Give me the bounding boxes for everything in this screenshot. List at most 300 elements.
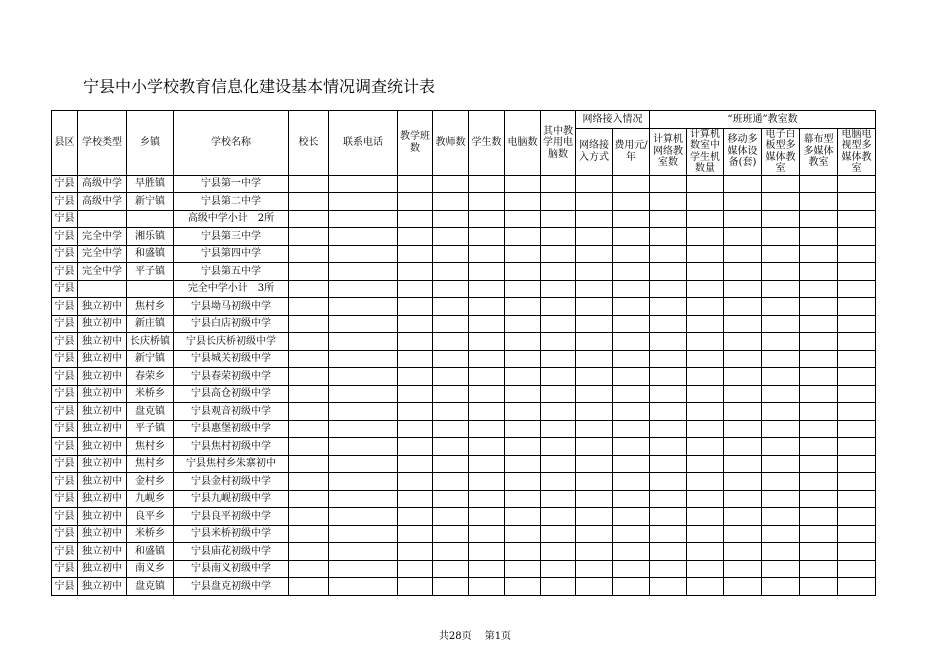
empty-cell [838,385,876,403]
header-county: 县区 [52,111,78,176]
cell-school-type: 完全中学 [78,263,127,281]
cell-school-type: 独立初中 [78,420,127,438]
empty-cell [398,438,433,456]
empty-cell [613,455,650,473]
empty-cell [724,175,762,193]
empty-cell [724,578,762,596]
cell-county: 宁县 [52,438,78,456]
empty-cell [650,420,687,438]
empty-cell [687,280,724,298]
empty-cell [724,560,762,578]
cell-county: 宁县 [52,508,78,526]
empty-cell [576,368,613,386]
table-row [52,368,876,386]
empty-cell [613,263,650,281]
cell-school-name: 宁县盘克初级中学 [174,578,289,596]
empty-cell [800,438,838,456]
empty-cell [469,385,505,403]
empty-cell [650,280,687,298]
cell-town: 平子镇 [127,263,174,281]
empty-cell [505,350,541,368]
empty-cell [838,333,876,351]
empty-cell [724,385,762,403]
empty-cell [800,228,838,246]
empty-cell [329,543,398,561]
empty-cell [289,193,329,211]
empty-cell [576,543,613,561]
empty-cell [469,333,505,351]
cell-school-type: 独立初中 [78,438,127,456]
empty-cell [800,245,838,263]
empty-cell [838,490,876,508]
table-row [52,455,876,473]
header-network-method: 网络接入方式 [576,128,613,175]
empty-cell [329,245,398,263]
empty-cell [800,350,838,368]
empty-cell [613,193,650,211]
empty-cell [800,263,838,281]
empty-cell [762,578,800,596]
cell-school-type: 独立初中 [78,403,127,421]
table-row [52,263,876,281]
empty-cell [576,333,613,351]
empty-cell [541,578,576,596]
empty-cell [541,228,576,246]
empty-cell [800,385,838,403]
empty-cell [800,333,838,351]
empty-cell [576,193,613,211]
empty-cell [724,245,762,263]
empty-cell [724,280,762,298]
empty-cell [687,333,724,351]
empty-cell [505,175,541,193]
empty-cell [613,420,650,438]
empty-cell [329,438,398,456]
empty-cell [289,263,329,281]
cell-county: 宁县 [52,228,78,246]
empty-cell [724,298,762,316]
empty-cell [469,578,505,596]
empty-cell [398,543,433,561]
empty-cell [398,298,433,316]
empty-cell [433,578,469,596]
empty-cell [650,543,687,561]
empty-cell [613,280,650,298]
empty-cell [838,298,876,316]
cell-town: 盘克镇 [127,403,174,421]
empty-cell [329,403,398,421]
cell-town: 早胜镇 [127,175,174,193]
empty-cell [762,490,800,508]
table-row [52,175,876,193]
empty-cell [724,228,762,246]
empty-cell [687,193,724,211]
empty-cell [650,210,687,228]
empty-cell [838,245,876,263]
cell-county: 宁县 [52,350,78,368]
cell-school-type: 独立初中 [78,298,127,316]
cell-school-type: 独立初中 [78,368,127,386]
empty-cell [650,438,687,456]
cell-county: 宁县 [52,403,78,421]
table-row [52,508,876,526]
empty-cell [687,490,724,508]
empty-cell [289,403,329,421]
empty-cell [800,560,838,578]
empty-cell [469,263,505,281]
empty-cell [762,245,800,263]
cell-school-type: 独立初中 [78,473,127,491]
empty-cell [433,280,469,298]
empty-cell [576,298,613,316]
empty-cell [289,245,329,263]
empty-cell [541,350,576,368]
empty-cell [505,543,541,561]
cell-town: 平子镇 [127,420,174,438]
empty-cell [505,210,541,228]
empty-cell [289,578,329,596]
header-classroom-group: “班班通”教室数 [650,111,876,129]
cell-town: 金村乡 [127,473,174,491]
empty-cell [650,490,687,508]
empty-cell [650,368,687,386]
empty-cell [762,438,800,456]
empty-cell [838,350,876,368]
cell-town: 和盛镇 [127,245,174,263]
empty-cell [329,560,398,578]
cell-county: 宁县 [52,385,78,403]
cell-school-name: 宁县焦村初级中学 [174,438,289,456]
empty-cell [724,350,762,368]
empty-cell [433,420,469,438]
empty-cell [289,350,329,368]
header-students: 学生数 [469,111,505,176]
empty-cell [650,385,687,403]
table-row [52,193,876,211]
cell-county: 宁县 [52,455,78,473]
empty-cell [838,228,876,246]
cell-school-name: 宁县高仓初级中学 [174,385,289,403]
empty-cell [762,420,800,438]
empty-cell [433,210,469,228]
cell-county: 宁县 [52,280,78,298]
empty-cell [398,473,433,491]
empty-cell [505,193,541,211]
empty-cell [687,385,724,403]
empty-cell [687,210,724,228]
empty-cell [576,385,613,403]
empty-cell [398,403,433,421]
empty-cell [838,473,876,491]
cell-school-type: 完全中学 [78,245,127,263]
empty-cell [329,473,398,491]
empty-cell [724,543,762,561]
empty-cell [469,298,505,316]
empty-cell [687,473,724,491]
cell-school-name: 宁县九岘初级中学 [174,490,289,508]
empty-cell [724,525,762,543]
empty-cell [289,455,329,473]
table-row [52,420,876,438]
cell-county: 宁县 [52,175,78,193]
empty-cell [576,315,613,333]
empty-cell [469,350,505,368]
empty-cell [433,473,469,491]
empty-cell [800,298,838,316]
cell-school-type: 独立初中 [78,543,127,561]
empty-cell [838,438,876,456]
empty-cell [576,228,613,246]
empty-cell [687,438,724,456]
table-row [52,280,876,298]
empty-cell [650,578,687,596]
empty-cell [541,280,576,298]
empty-cell [329,193,398,211]
empty-cell [541,473,576,491]
empty-cell [329,455,398,473]
empty-cell [650,245,687,263]
table-row [52,438,876,456]
cell-town [127,280,174,298]
empty-cell [838,280,876,298]
empty-cell [289,508,329,526]
cell-school-name: 宁县第三中学 [174,228,289,246]
empty-cell [505,368,541,386]
cell-town: 焦村乡 [127,455,174,473]
empty-cell [838,525,876,543]
empty-cell [613,228,650,246]
empty-cell [329,508,398,526]
empty-cell [613,403,650,421]
empty-cell [505,245,541,263]
empty-cell [650,228,687,246]
cell-town: 焦村乡 [127,438,174,456]
empty-cell [762,385,800,403]
cell-town: 湘乐镇 [127,228,174,246]
empty-cell [762,560,800,578]
cell-county: 宁县 [52,298,78,316]
empty-cell [469,525,505,543]
header-mobile-media: 移动多媒体设备(套) [724,128,762,175]
cell-county: 宁县 [52,543,78,561]
empty-cell [398,525,433,543]
empty-cell [433,403,469,421]
empty-cell [289,210,329,228]
table-row [52,350,876,368]
empty-cell [433,350,469,368]
empty-cell [762,280,800,298]
header-lab-student-pcs: 计算机数室中学生机数量 [687,128,724,175]
empty-cell [329,490,398,508]
cell-school-name: 宁县良平初级中学 [174,508,289,526]
empty-cell [469,543,505,561]
empty-cell [505,420,541,438]
empty-cell [838,578,876,596]
cell-county: 宁县 [52,420,78,438]
empty-cell [687,245,724,263]
empty-cell [687,228,724,246]
empty-cell [433,193,469,211]
empty-cell [433,543,469,561]
cell-school-type: 完全中学 [78,228,127,246]
empty-cell [650,455,687,473]
empty-cell [650,403,687,421]
empty-cell [289,543,329,561]
empty-cell [469,228,505,246]
table-row [52,543,876,561]
empty-cell [289,385,329,403]
table-row [52,210,876,228]
cell-school-name: 高级中学小计 2所 [174,210,289,228]
empty-cell [433,315,469,333]
cell-county: 宁县 [52,578,78,596]
empty-cell [838,403,876,421]
empty-cell [289,368,329,386]
cell-school-type: 独立初中 [78,350,127,368]
empty-cell [289,560,329,578]
cell-county: 宁县 [52,490,78,508]
empty-cell [433,508,469,526]
empty-cell [724,455,762,473]
empty-cell [800,368,838,386]
cell-town: 新宁镇 [127,193,174,211]
empty-cell [505,525,541,543]
empty-cell [762,525,800,543]
empty-cell [576,438,613,456]
empty-cell [613,315,650,333]
empty-cell [613,350,650,368]
cell-town: 长庆桥镇 [127,333,174,351]
empty-cell [724,403,762,421]
empty-cell [541,455,576,473]
empty-cell [613,298,650,316]
empty-cell [800,473,838,491]
header-teachers: 教师数 [433,111,469,176]
empty-cell [505,298,541,316]
cell-school-name: 宁县金村初级中学 [174,473,289,491]
empty-cell [329,280,398,298]
empty-cell [687,508,724,526]
empty-cell [724,473,762,491]
empty-cell [724,438,762,456]
empty-cell [613,560,650,578]
empty-cell [613,508,650,526]
empty-cell [576,508,613,526]
empty-cell [650,473,687,491]
empty-cell [541,420,576,438]
empty-cell [650,193,687,211]
table-row [52,403,876,421]
cell-school-type [78,210,127,228]
empty-cell [469,193,505,211]
empty-cell [613,473,650,491]
empty-cell [762,193,800,211]
empty-cell [687,455,724,473]
table-row [52,473,876,491]
empty-cell [398,280,433,298]
empty-cell [329,263,398,281]
empty-cell [289,280,329,298]
empty-cell [541,543,576,561]
cell-school-type: 独立初中 [78,385,127,403]
empty-cell [398,368,433,386]
header-network-fee: 费用元/年 [613,128,650,175]
cell-county: 宁县 [52,315,78,333]
empty-cell [289,420,329,438]
empty-cell [576,263,613,281]
empty-cell [329,368,398,386]
empty-cell [469,210,505,228]
empty-cell [650,315,687,333]
empty-cell [576,210,613,228]
empty-cell [838,508,876,526]
empty-cell [469,560,505,578]
header-network-group: 网络接入情况 [576,111,650,129]
empty-cell [541,368,576,386]
empty-cell [762,508,800,526]
empty-cell [398,228,433,246]
empty-cell [650,525,687,543]
cell-school-name: 宁县长庆桥初级中学 [174,333,289,351]
cell-school-name: 宁县焦村乡朱寨初中 [174,455,289,473]
empty-cell [838,455,876,473]
empty-cell [687,578,724,596]
empty-cell [541,385,576,403]
empty-cell [398,455,433,473]
empty-cell [800,508,838,526]
empty-cell [289,298,329,316]
cell-school-name: 宁县第二中学 [174,193,289,211]
empty-cell [505,385,541,403]
empty-cell [398,193,433,211]
empty-cell [398,508,433,526]
header-tv-media: 电脑电视型多媒体教室 [838,128,876,175]
empty-cell [329,578,398,596]
empty-cell [505,455,541,473]
empty-cell [687,420,724,438]
empty-cell [800,403,838,421]
empty-cell [613,385,650,403]
empty-cell [433,438,469,456]
cell-county: 宁县 [52,368,78,386]
empty-cell [505,438,541,456]
empty-cell [433,455,469,473]
cell-county: 宁县 [52,210,78,228]
empty-cell [724,368,762,386]
cell-school-type: 独立初中 [78,455,127,473]
cell-county: 宁县 [52,560,78,578]
table-row [52,578,876,596]
cell-town: 九岘乡 [127,490,174,508]
empty-cell [762,263,800,281]
empty-cell [541,298,576,316]
empty-cell [576,560,613,578]
empty-cell [650,175,687,193]
empty-cell [541,245,576,263]
empty-cell [838,420,876,438]
empty-cell [329,385,398,403]
empty-cell [650,263,687,281]
empty-cell [687,368,724,386]
table-row [52,560,876,578]
empty-cell [762,368,800,386]
empty-cell [289,228,329,246]
empty-cell [687,263,724,281]
empty-cell [289,315,329,333]
empty-cell [398,578,433,596]
empty-cell [650,333,687,351]
empty-cell [541,525,576,543]
